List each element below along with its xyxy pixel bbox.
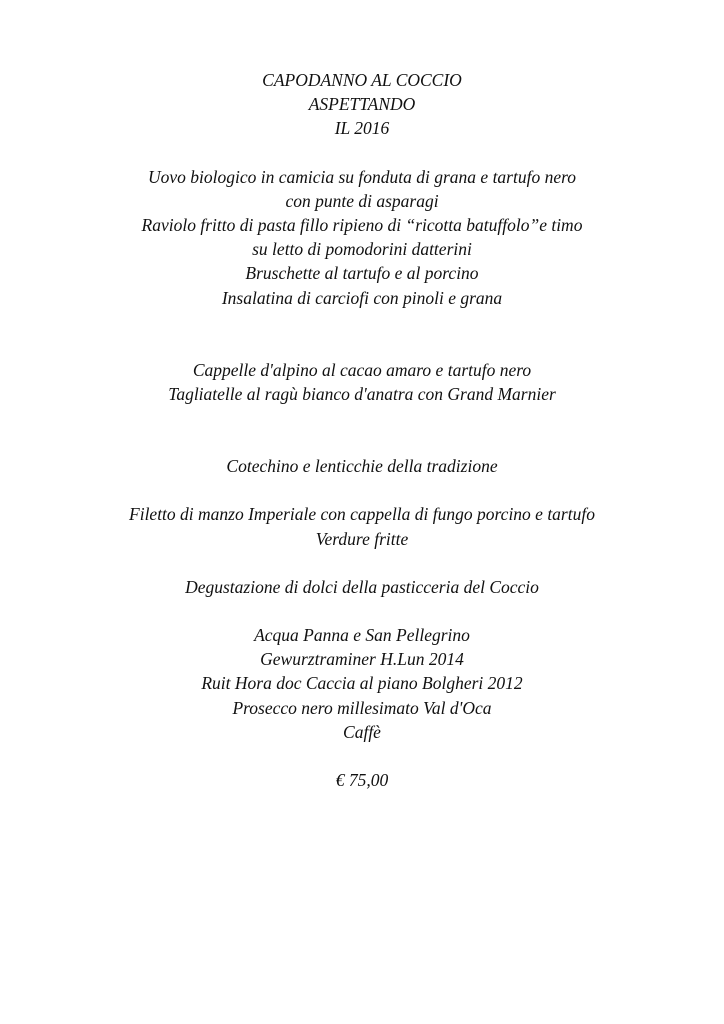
menu-item: Acqua Panna e San Pellegrino bbox=[254, 625, 470, 646]
menu-item: Degustazione di dolci della pasticceria del Coccio bbox=[185, 576, 539, 597]
menu-item: Bruschette al tartufo e al porcino bbox=[245, 263, 479, 284]
bevande-section bbox=[0, 623, 724, 744]
menu-text bbox=[0, 68, 724, 792]
menu-item: Prosecco nero millesimato Val d'Oca bbox=[232, 697, 492, 718]
title-line: ASPETTANDO bbox=[308, 94, 416, 115]
menu-item: Cappelle d'alpino al cacao amaro e tartufo nero bbox=[192, 359, 532, 380]
menu-item: Tagliatelle al ragù bianco d'anatra con Grand Marnier bbox=[168, 384, 556, 405]
menu-item: Filetto di manzo Imperiale con cappella di fungo porcino e tartufo bbox=[129, 504, 595, 525]
menu-item: Caffè bbox=[343, 721, 381, 742]
menu-item: Raviolo fritto di pasta fillo ripieno di “ricotta batuffolo”e timo bbox=[141, 215, 583, 236]
dolci-section bbox=[0, 575, 724, 599]
title-line: CAPODANNO AL COCCIO bbox=[262, 70, 462, 90]
menu-title bbox=[0, 68, 724, 141]
menu-item: Cotechino e lenticchie della tradizione bbox=[226, 456, 498, 477]
menu-item: Ruit Hora doc Caccia al piano Bolgheri 2012 bbox=[201, 673, 523, 694]
primi-section bbox=[0, 358, 724, 406]
menu-item: su letto di pomodorini datterini bbox=[252, 239, 472, 260]
antipasti-section bbox=[0, 165, 724, 310]
title-line: IL 2016 bbox=[334, 118, 390, 139]
menu-item: con punte di asparagi bbox=[285, 190, 439, 211]
menu-item: Verdure fritte bbox=[315, 528, 409, 549]
menu-item: Uovo biologico in camicia su fonduta di grana e tartufo nero bbox=[147, 166, 577, 187]
secondi-section bbox=[0, 502, 724, 550]
menu-item: Gewurztraminer H.Lun 2014 bbox=[260, 649, 464, 670]
price-section bbox=[0, 768, 724, 792]
menu-price: € 75,00 bbox=[335, 770, 389, 791]
menu-item: Insalatina di carciofi con pinoli e grana bbox=[221, 287, 503, 308]
tradizione-section bbox=[0, 454, 724, 478]
